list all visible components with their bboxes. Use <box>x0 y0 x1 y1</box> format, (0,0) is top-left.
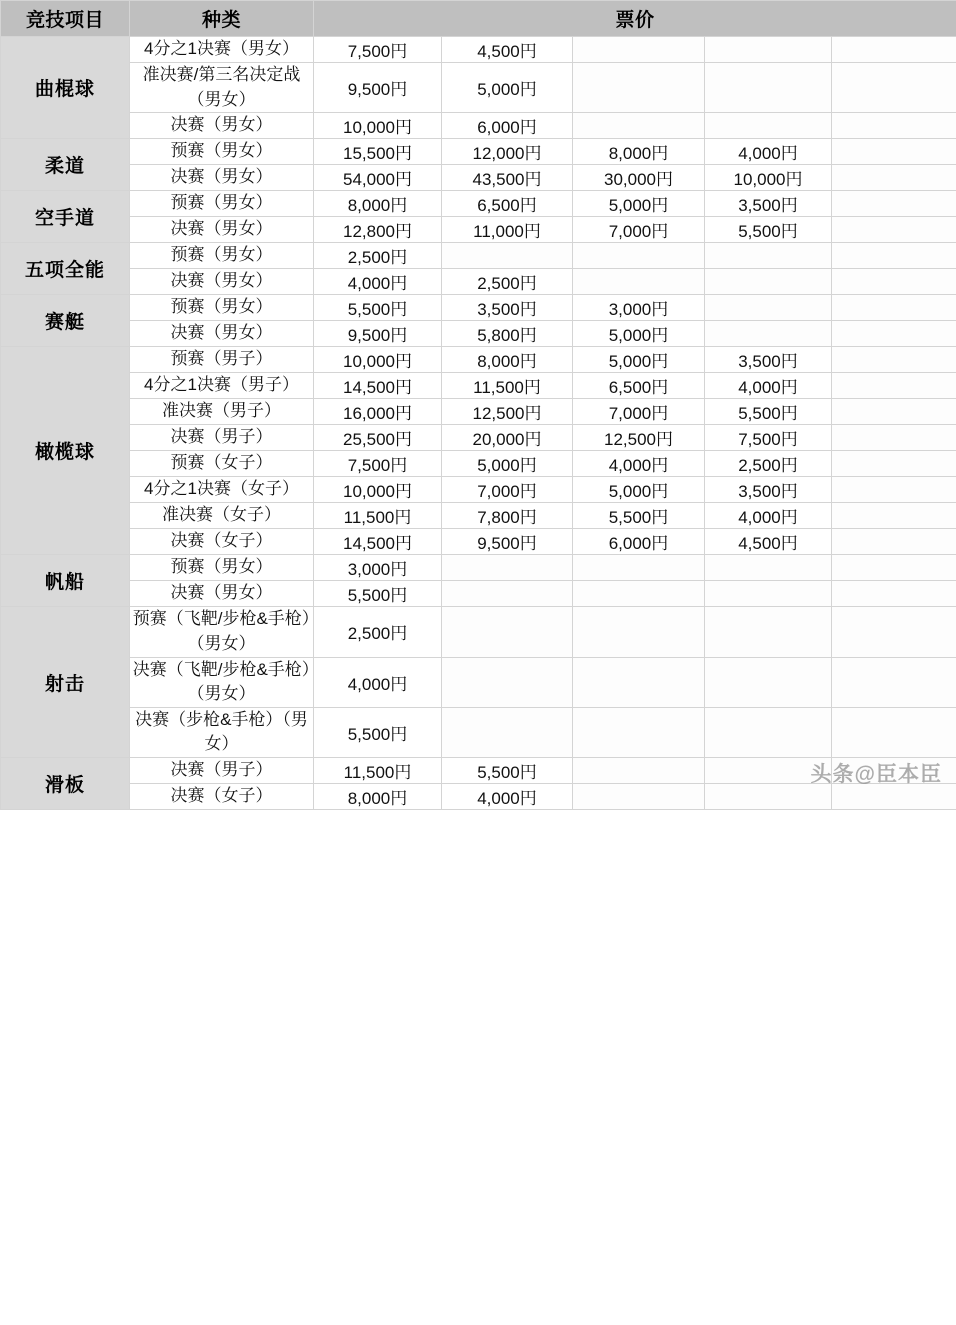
category-cell: 准决赛（女子） <box>130 503 314 529</box>
price-cell-empty <box>573 63 705 113</box>
sport-name-cell: 滑板 <box>1 758 130 810</box>
price-cell-empty <box>832 113 956 139</box>
category-cell: 准决赛（男子） <box>130 399 314 425</box>
price-cell: 4,000円 <box>705 139 832 165</box>
category-cell: 决赛（男女） <box>130 581 314 607</box>
price-cell-empty <box>705 269 832 295</box>
table-row <box>1 477 956 503</box>
price-cell-empty <box>705 784 832 810</box>
table-row <box>1 321 956 347</box>
price-cell-empty <box>705 657 832 707</box>
table-row <box>1 784 956 810</box>
price-cell-empty <box>832 321 956 347</box>
category-cell: 准决赛/第三名决定战（男女） <box>130 63 314 113</box>
price-cell-empty <box>573 243 705 269</box>
category-cell: 预赛（男女） <box>130 295 314 321</box>
price-cell-empty <box>705 113 832 139</box>
price-cell: 2,500円 <box>442 269 573 295</box>
column-header-sport: 竞技项目 <box>1 1 130 37</box>
sport-name-cell: 柔道 <box>1 139 130 191</box>
table-row <box>1 425 956 451</box>
table-row <box>1 139 956 165</box>
price-cell: 8,000円 <box>314 784 442 810</box>
price-cell-empty <box>705 581 832 607</box>
table-row <box>1 657 956 707</box>
table-row <box>1 217 956 243</box>
table-body <box>1 37 956 810</box>
price-cell-empty <box>573 113 705 139</box>
price-cell: 8,000円 <box>442 347 573 373</box>
category-cell: 预赛（男女） <box>130 555 314 581</box>
price-cell: 3,000円 <box>314 555 442 581</box>
price-cell-empty <box>832 191 956 217</box>
sport-name-cell: 射击 <box>1 607 130 758</box>
price-cell-empty <box>832 165 956 191</box>
price-cell-empty <box>442 607 573 657</box>
price-cell: 5,000円 <box>573 321 705 347</box>
price-cell: 6,500円 <box>442 191 573 217</box>
price-cell: 2,500円 <box>705 451 832 477</box>
price-cell: 30,000円 <box>573 165 705 191</box>
price-cell: 5,500円 <box>705 399 832 425</box>
category-cell: 4分之1决赛（女子） <box>130 477 314 503</box>
sport-name-cell: 帆船 <box>1 555 130 607</box>
price-cell-empty <box>705 607 832 657</box>
price-cell: 7,000円 <box>442 477 573 503</box>
category-cell: 决赛（男女） <box>130 321 314 347</box>
price-cell-empty <box>832 347 956 373</box>
price-cell: 5,500円 <box>705 217 832 243</box>
price-cell: 20,000円 <box>442 425 573 451</box>
category-cell: 预赛（男女） <box>130 243 314 269</box>
column-header-category: 种类 <box>130 1 314 37</box>
price-cell-empty <box>832 529 956 555</box>
price-cell: 3,500円 <box>705 191 832 217</box>
category-cell: 4分之1决赛（男女） <box>130 37 314 63</box>
price-cell: 3,500円 <box>705 347 832 373</box>
price-cell: 10,000円 <box>314 113 442 139</box>
price-cell-empty <box>705 321 832 347</box>
price-cell-empty <box>832 581 956 607</box>
price-cell-empty <box>832 657 956 707</box>
price-cell-empty <box>705 555 832 581</box>
table-row <box>1 607 956 657</box>
price-cell: 12,500円 <box>573 425 705 451</box>
price-cell: 12,000円 <box>442 139 573 165</box>
category-cell: 预赛（男女） <box>130 191 314 217</box>
price-cell: 9,500円 <box>314 63 442 113</box>
category-cell: 决赛（男子） <box>130 758 314 784</box>
table-row <box>1 295 956 321</box>
price-cell: 8,000円 <box>314 191 442 217</box>
table-row <box>1 165 956 191</box>
sport-name-cell: 橄榄球 <box>1 347 130 555</box>
price-cell: 3,500円 <box>705 477 832 503</box>
category-cell: 4分之1决赛（男子） <box>130 373 314 399</box>
table-row <box>1 707 956 757</box>
table-row <box>1 758 956 784</box>
table-row <box>1 191 956 217</box>
table-row <box>1 37 956 63</box>
table-row <box>1 399 956 425</box>
price-cell: 2,500円 <box>314 607 442 657</box>
price-cell-empty <box>573 707 705 757</box>
price-cell: 14,500円 <box>314 373 442 399</box>
price-cell: 5,800円 <box>442 321 573 347</box>
price-cell: 4,000円 <box>442 784 573 810</box>
table-row <box>1 63 956 113</box>
category-cell: 预赛（飞靶/步枪&手枪）（男女） <box>130 607 314 657</box>
price-cell: 7,800円 <box>442 503 573 529</box>
price-cell: 5,000円 <box>573 191 705 217</box>
price-cell: 5,500円 <box>573 503 705 529</box>
price-cell: 9,500円 <box>314 321 442 347</box>
category-cell: 决赛（男女） <box>130 217 314 243</box>
category-cell: 决赛（男子） <box>130 425 314 451</box>
price-cell-empty <box>705 758 832 784</box>
price-cell: 25,500円 <box>314 425 442 451</box>
table-row <box>1 555 956 581</box>
category-cell: 决赛（男女） <box>130 113 314 139</box>
price-cell: 6,000円 <box>442 113 573 139</box>
price-cell: 16,000円 <box>314 399 442 425</box>
price-cell-empty <box>832 451 956 477</box>
price-cell: 7,500円 <box>314 37 442 63</box>
table-row <box>1 451 956 477</box>
price-cell: 14,500円 <box>314 529 442 555</box>
price-cell-empty <box>832 477 956 503</box>
price-cell: 12,800円 <box>314 217 442 243</box>
category-cell: 预赛（女子） <box>130 451 314 477</box>
price-cell: 7,000円 <box>573 399 705 425</box>
price-cell-empty <box>573 581 705 607</box>
category-cell: 预赛（男女） <box>130 139 314 165</box>
table-row <box>1 581 956 607</box>
price-cell-empty <box>832 37 956 63</box>
price-cell-empty <box>705 295 832 321</box>
price-cell: 5,500円 <box>314 707 442 757</box>
price-cell: 7,500円 <box>314 451 442 477</box>
price-cell: 4,000円 <box>314 269 442 295</box>
price-cell: 10,000円 <box>314 347 442 373</box>
price-cell-empty <box>832 269 956 295</box>
price-cell: 4,500円 <box>705 529 832 555</box>
table-row <box>1 347 956 373</box>
category-cell: 决赛（飞靶/步枪&手枪）（男女） <box>130 657 314 707</box>
price-cell: 7,000円 <box>573 217 705 243</box>
price-cell-empty <box>573 269 705 295</box>
price-cell-empty <box>705 707 832 757</box>
price-cell-empty <box>832 399 956 425</box>
sport-name-cell: 曲棍球 <box>1 37 130 139</box>
price-cell: 7,500円 <box>705 425 832 451</box>
table-row <box>1 529 956 555</box>
price-cell-empty <box>442 707 573 757</box>
sport-name-cell: 赛艇 <box>1 295 130 347</box>
price-cell-empty <box>573 555 705 581</box>
price-cell: 5,500円 <box>314 295 442 321</box>
category-cell: 决赛（女子） <box>130 784 314 810</box>
price-cell-empty <box>573 657 705 707</box>
price-cell: 11,000円 <box>442 217 573 243</box>
price-cell-empty <box>705 243 832 269</box>
price-cell-empty <box>832 503 956 529</box>
category-cell: 决赛（步枪&手枪）（男女） <box>130 707 314 757</box>
price-cell-empty <box>705 37 832 63</box>
price-cell-empty <box>832 373 956 399</box>
price-cell-empty <box>573 758 705 784</box>
price-cell: 54,000円 <box>314 165 442 191</box>
price-cell-empty <box>832 555 956 581</box>
price-cell: 43,500円 <box>442 165 573 191</box>
price-cell: 8,000円 <box>573 139 705 165</box>
price-cell: 4,000円 <box>705 503 832 529</box>
price-cell-empty <box>573 784 705 810</box>
category-cell: 决赛（男女） <box>130 269 314 295</box>
price-cell: 2,500円 <box>314 243 442 269</box>
category-cell: 预赛（男子） <box>130 347 314 373</box>
table-header <box>1 1 956 37</box>
price-cell-empty <box>832 707 956 757</box>
price-cell-empty <box>832 139 956 165</box>
price-cell: 9,500円 <box>442 529 573 555</box>
price-cell: 5,000円 <box>573 347 705 373</box>
price-cell: 5,000円 <box>442 63 573 113</box>
price-cell: 4,000円 <box>314 657 442 707</box>
price-cell-empty <box>832 607 956 657</box>
price-cell-empty <box>832 295 956 321</box>
price-cell: 4,000円 <box>705 373 832 399</box>
price-cell: 11,500円 <box>314 503 442 529</box>
price-cell: 4,500円 <box>442 37 573 63</box>
table-row <box>1 113 956 139</box>
price-cell: 10,000円 <box>705 165 832 191</box>
watermark-text: 头条@臣本臣 <box>810 763 942 787</box>
price-cell-empty <box>832 758 956 784</box>
header-row <box>1 1 956 37</box>
sport-name-cell: 空手道 <box>1 191 130 243</box>
price-cell: 15,500円 <box>314 139 442 165</box>
price-cell-empty <box>442 657 573 707</box>
column-header-price: 票价 <box>314 1 956 37</box>
price-cell-empty <box>573 37 705 63</box>
price-cell-empty <box>442 555 573 581</box>
price-cell-empty <box>442 243 573 269</box>
price-cell-empty <box>442 581 573 607</box>
price-cell-empty <box>832 63 956 113</box>
price-cell: 5,000円 <box>442 451 573 477</box>
price-cell: 3,500円 <box>442 295 573 321</box>
price-cell: 5,000円 <box>573 477 705 503</box>
price-cell-empty <box>832 784 956 810</box>
price-cell: 5,500円 <box>314 581 442 607</box>
sport-name-cell: 五项全能 <box>1 243 130 295</box>
price-cell: 4,000円 <box>573 451 705 477</box>
price-cell-empty <box>832 243 956 269</box>
table-row <box>1 503 956 529</box>
price-cell: 3,000円 <box>573 295 705 321</box>
table-row <box>1 269 956 295</box>
price-cell: 11,500円 <box>442 373 573 399</box>
price-cell: 6,000円 <box>573 529 705 555</box>
price-cell: 5,500円 <box>442 758 573 784</box>
price-cell: 11,500円 <box>314 758 442 784</box>
price-cell-empty <box>832 425 956 451</box>
price-cell: 12,500円 <box>442 399 573 425</box>
table-row <box>1 243 956 269</box>
price-cell-empty <box>832 217 956 243</box>
price-cell: 10,000円 <box>314 477 442 503</box>
price-cell-empty <box>573 607 705 657</box>
category-cell: 决赛（男女） <box>130 165 314 191</box>
price-cell-empty <box>705 63 832 113</box>
table-row <box>1 373 956 399</box>
price-cell: 6,500円 <box>573 373 705 399</box>
category-cell: 决赛（女子） <box>130 529 314 555</box>
